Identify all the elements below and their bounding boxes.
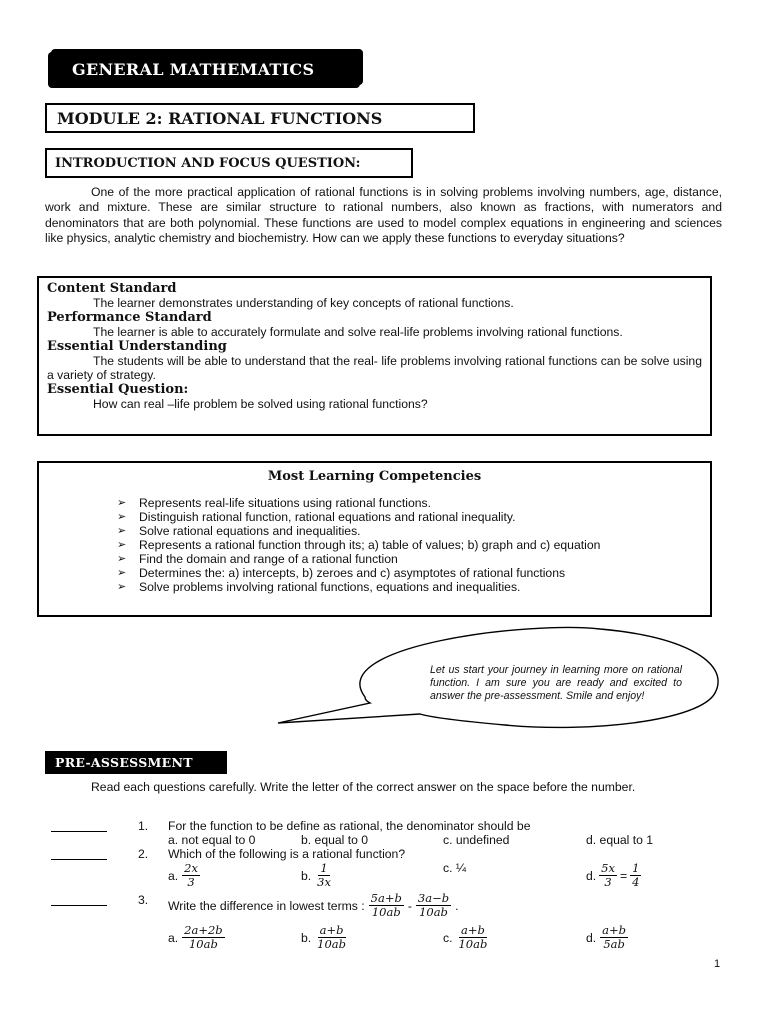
- fraction: $\frac{a+b}{10ab}$: [317, 923, 347, 951]
- list-item: ➢ Solve problems involving rational functions, equations and inequalities.: [117, 580, 521, 594]
- q1-option-d: d. equal to 1: [586, 833, 654, 847]
- competencies-title: Most Learning Competencies: [267, 469, 482, 484]
- answer-blank-2[interactable]: [51, 859, 107, 860]
- fraction: $\frac{5a+b}{10ab}$: [370, 891, 402, 919]
- arrow-bullet-icon: ➢: [117, 511, 127, 523]
- q3-option-c: c. $\frac{a+b}{10ab}$: [443, 923, 488, 951]
- instructions: Read each questions carefully. Write the letter of the correct answer on the space before the number.: [91, 780, 636, 794]
- q1-text: For the function to be define as rational, the denominator should be: [168, 819, 531, 833]
- fraction: $\frac{2a+2b}{10ab}$: [184, 923, 223, 951]
- q1-option-c: c. undefined: [443, 833, 510, 847]
- list-item: ➢ Represents real-life situations using rational functions.: [117, 496, 431, 510]
- fraction: $\frac{3a-b}{10ab}$: [417, 891, 450, 919]
- fraction: $\frac{a+b}{5ab}$: [602, 923, 627, 951]
- essential-question-text: How can real –life problem be solved using rational functions?: [93, 397, 428, 411]
- pre-assessment-label: PRE-ASSESSMENT: [45, 751, 227, 774]
- list-item: ➢ Find the domain and range of a rational function: [117, 552, 398, 566]
- list-item: ➢ Solve rational equations and inequalities.: [117, 524, 361, 538]
- essential-question-heading: Essential Question:: [47, 382, 189, 397]
- standards-box: [37, 276, 712, 436]
- q2-option-b: b. $\frac{1}{3x}$: [301, 861, 331, 889]
- intro-header: [45, 148, 413, 178]
- arrow-bullet-icon: ➢: [117, 539, 127, 551]
- q2-option-c: c. ¼: [443, 861, 467, 875]
- competencies-list: [39, 496, 710, 594]
- subject-header: [48, 52, 360, 88]
- arrow-bullet-icon: ➢: [117, 581, 127, 593]
- q2-option-a: a. $\frac{2x}{3}$: [168, 861, 198, 889]
- module-title: MODULE 2: RATIONAL FUNCTIONS: [57, 109, 383, 128]
- fraction: $\frac{2x}{3}$: [184, 861, 198, 889]
- q2-number: 2.: [138, 847, 149, 861]
- answer-blank-1[interactable]: [51, 831, 107, 832]
- list-item: ➢ Determines the: a) intercepts, b) zeroes and c) asymptotes of rational functions: [117, 566, 566, 580]
- content-standard-text: The learner demonstrates understanding of key concepts of rational functions.: [93, 296, 514, 310]
- intro-title: INTRODUCTION AND FOCUS QUESTION:: [55, 156, 361, 171]
- q1-option-a: a. not equal to 0: [168, 833, 256, 847]
- fraction: $\frac{1}{4}$: [632, 861, 640, 889]
- q3-option-a: a. $\frac{2a+2b}{10ab}$: [168, 923, 223, 951]
- list-item: ➢ Represents a rational function through its; a) table of values; b) graph and c) equation: [117, 538, 601, 552]
- module-header: [45, 103, 475, 133]
- essential-understanding-heading: Essential Understanding: [47, 339, 227, 354]
- competencies-box: [37, 461, 712, 617]
- subject-title: GENERAL MATHEMATICS: [72, 60, 315, 79]
- arrow-bullet-icon: ➢: [117, 553, 127, 565]
- q2-text: Which of the following is a rational function?: [168, 847, 406, 861]
- q1-option-b: b. equal to 0: [301, 833, 369, 847]
- q3-number: 3.: [138, 893, 149, 907]
- performance-standard-heading: Performance Standard: [47, 310, 212, 325]
- performance-standard-text: The learner is able to accurately formulate and solve real-life problems involving rational functions.: [93, 325, 623, 339]
- page-number: 1: [714, 958, 721, 970]
- list-item: ➢ Distinguish rational function, rational equations and rational inequality.: [117, 510, 516, 524]
- q2-option-d: d. $\frac{5x}{3}$ = $\frac{1}{4}$: [586, 861, 640, 889]
- q1-number: 1.: [138, 819, 149, 833]
- fraction: $\frac{5x}{3}$: [601, 861, 615, 889]
- arrow-bullet-icon: ➢: [117, 497, 127, 509]
- q3-option-d: d. $\frac{a+b}{5ab}$: [586, 923, 627, 951]
- arrow-bullet-icon: ➢: [117, 567, 127, 579]
- speech-bubble-text: Let us start your journey in learning more on rational function. I am sure you are ready and excited to answer the pre-assessment. Smile and enjoy!: [430, 664, 682, 702]
- fraction: $\frac{1}{3x}$: [317, 861, 331, 889]
- intro-paragraph: One of the more practical application of rational functions is in solving problems involving numbers, age, distance, work and mixture. These are similar structure to rational numbers, also known as fractions, with numerators and denominators that are both polynomial. These functions are used to model complex equations in engineering and sciences like physics, analytic chemistry and biochemistry. How can we apply these functions to everyday situations?: [45, 185, 722, 246]
- arrow-bullet-icon: ➢: [117, 525, 127, 537]
- essential-understanding-text: The students will be able to understand that the real- life problems involving rational functions can be solve using a variety of strategy.: [47, 354, 702, 382]
- q3-option-b: b. $\frac{a+b}{10ab}$: [301, 923, 347, 951]
- content-standard-heading: Content Standard: [47, 281, 177, 296]
- answer-blank-3[interactable]: [51, 905, 107, 906]
- fraction: $\frac{a+b}{10ab}$: [458, 923, 488, 951]
- q3-text: Write the difference in lowest terms : $\frac{5a+b}{10ab}$ - $\frac{3a-b}{10ab}$ .: [168, 891, 459, 919]
